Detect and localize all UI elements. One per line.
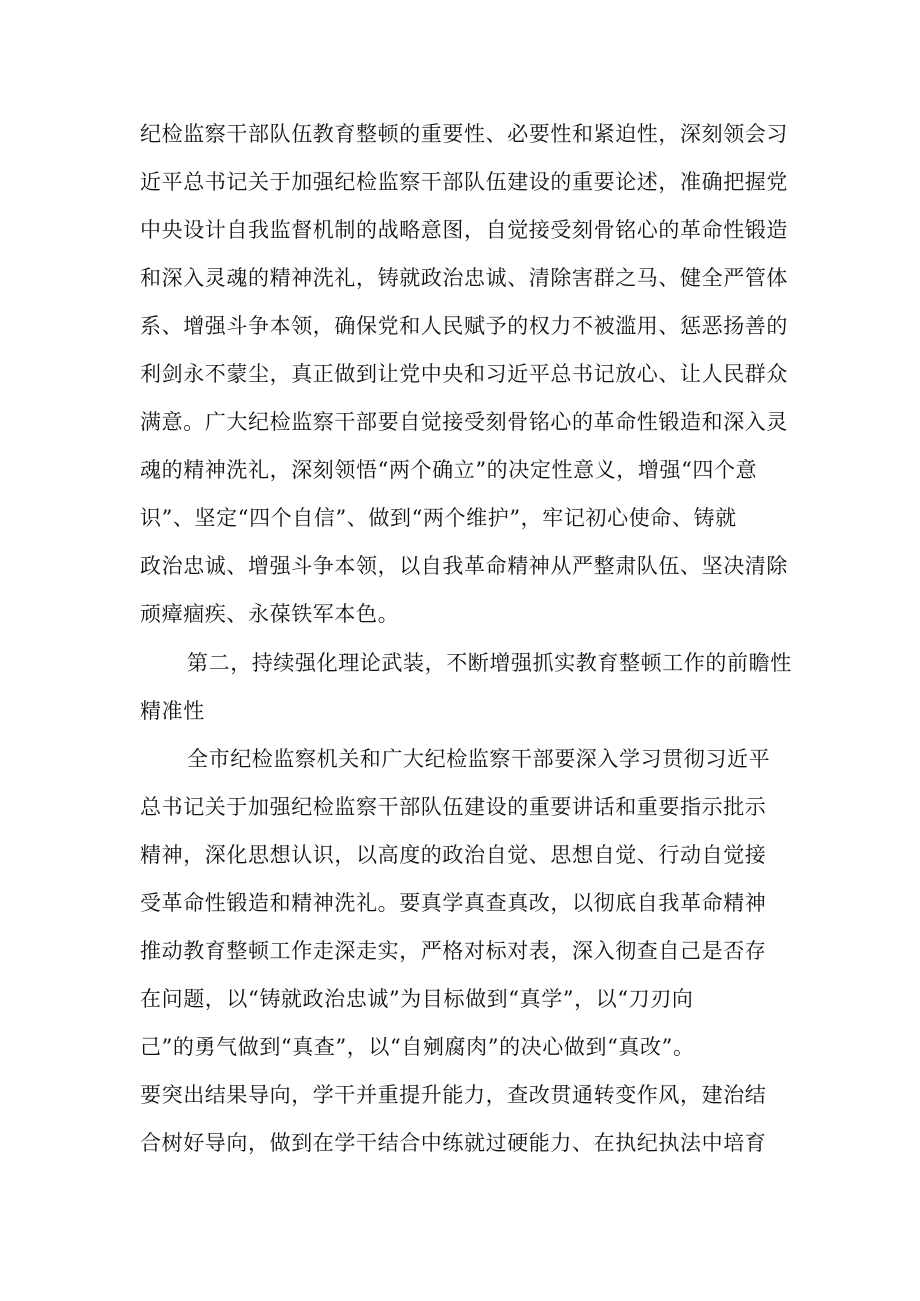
text-line: 中央设计自我监督机制的战略意图，自觉接受刻骨铭心的革命性锻造	[140, 218, 788, 242]
text-line: 受革命性锻造和精神洗礼。要真学真查真改，以彻底自我革命精神	[140, 891, 767, 915]
heading-line: 第二，持续强化理论武装，不断增强抓实教育整顿工作的前瞻性	[187, 651, 792, 675]
text-line: 总书记关于加强纪检监察干部队伍建设的重要讲话和重要指示批示	[140, 795, 767, 819]
text-line: 要突出结果导向，学干并重提升能力，查改贯通转变作风，建治结	[140, 1083, 767, 1107]
text-line: 精神，深化思想认识，以高度的政治自觉、思想自觉、行动自觉接	[140, 843, 767, 867]
text-line: 己”的勇气做到“真查”，以“自剜腐肉”的决心做到“真改”。	[140, 1035, 695, 1059]
text-line: 推动教育整顿工作走深走实，严格对标对表，深入彻查自己是否存	[140, 939, 767, 963]
text-line: 纪检监察干部队伍教育整顿的重要性、必要性和紧迫性，深刻领会习	[140, 122, 788, 146]
text-line: 近平总书记关于加强纪检监察干部队伍建设的重要论述，准确把握党	[140, 170, 788, 194]
text-line: 顽瘴痼疾、永葆铁军本色。	[140, 602, 400, 626]
text-line: 识”、坚定“四个自信”、做到“两个维护”，牢记初心使命、铸就	[140, 506, 737, 530]
text-line: 全市纪检监察机关和广大纪检监察干部要深入学习贯彻习近平	[187, 747, 771, 771]
text-line: 合树好导向，做到在学干结合中练就过硬能力、在执纪执法中培育	[140, 1131, 767, 1155]
text-line: 在问题，以“铸就政治忠诚”为目标做到“真学”，以“刀刃向	[140, 987, 694, 1011]
text-line: 和深入灵魂的精神洗礼，铸就政治忠诚、清除害群之马、健全严管体	[140, 266, 788, 290]
text-line: 系、增强斗争本领，确保党和人民赋予的权力不被滥用、惩恶扬善的	[140, 314, 788, 338]
heading-line: 精准性	[140, 699, 205, 723]
text-line: 满意。广大纪检监察干部要自觉接受刻骨铭心的革命性锻造和深入灵	[140, 410, 788, 434]
text-line: 魂的精神洗礼，深刻领悟“两个确立”的决定性意义，增强“四个意	[140, 458, 758, 482]
text-line: 利剑永不蒙尘，真正做到让党中央和习近平总书记放心、让人民群众	[140, 362, 788, 386]
text-line: 政治忠诚、增强斗争本领，以自我革命精神从严整肃队伍、坚决清除	[140, 554, 788, 578]
